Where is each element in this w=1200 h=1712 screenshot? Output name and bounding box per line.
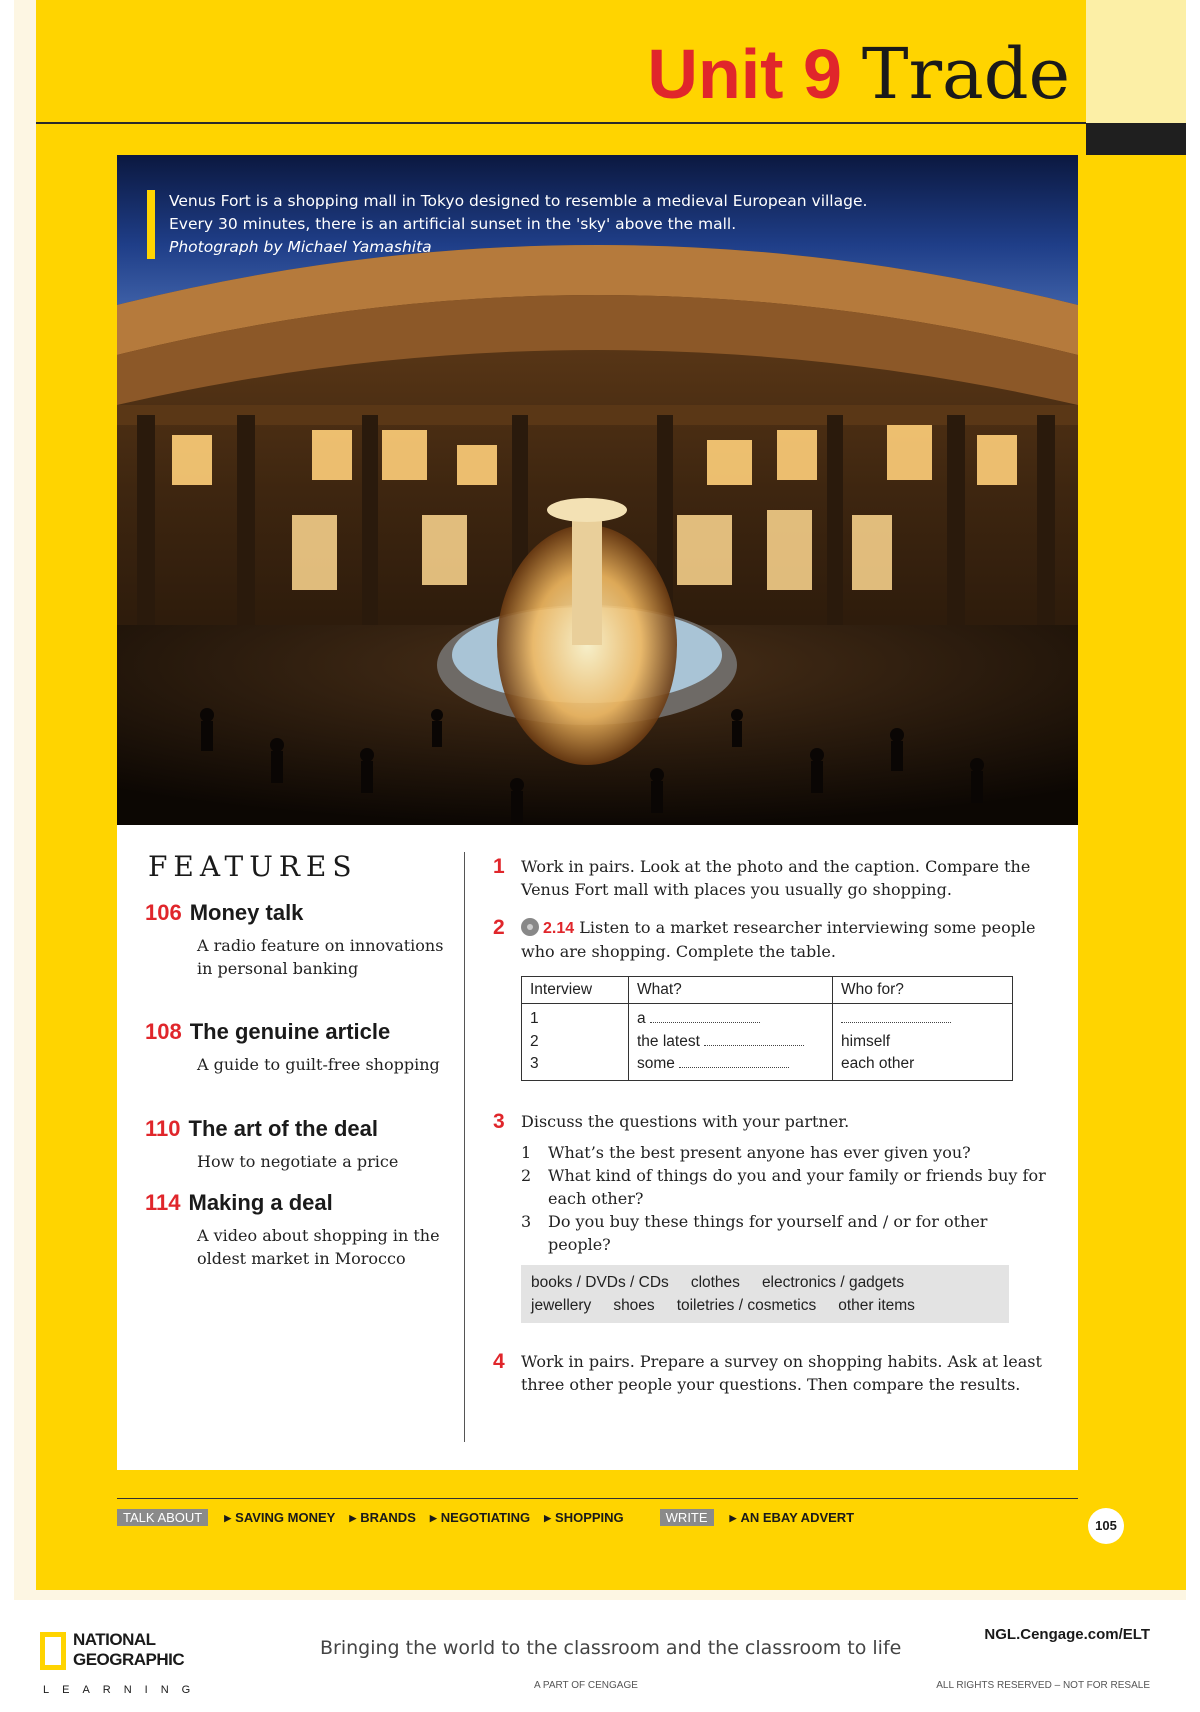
feature-page: 106 xyxy=(145,900,182,925)
word-item: electronics / gadgets xyxy=(761,1274,905,1291)
feature-item[interactable] xyxy=(145,1190,445,1270)
footer-rule xyxy=(117,1498,1078,1499)
exercise-text: Work in pairs. Prepare a survey on shopping habits. Ask at least three other people your questions. Then compare the results. xyxy=(521,1352,1042,1394)
question-item xyxy=(521,1164,1051,1210)
question-number: 3 xyxy=(521,1212,532,1231)
who-column xyxy=(833,1004,1012,1080)
table-header-who: Who for? xyxy=(841,981,904,998)
interview-column xyxy=(522,1004,629,1080)
interview-table xyxy=(521,976,1013,1081)
word-row xyxy=(531,1294,999,1317)
logo-line: GEOGRAPHIC xyxy=(73,1650,185,1669)
question-item xyxy=(521,1141,1051,1164)
answer-blank[interactable] xyxy=(679,1053,789,1068)
feature-description: A guide to guilt-free shopping xyxy=(197,1055,440,1074)
word-item: toiletries / cosmetics xyxy=(676,1297,817,1314)
exercise-number: 4 xyxy=(493,1350,505,1373)
yellow-border-icon xyxy=(40,1632,66,1670)
feature-page: 108 xyxy=(145,1019,182,1044)
topic-bar xyxy=(117,1507,868,1527)
feature-title: The art of the deal xyxy=(188,1116,378,1141)
right-edge-tab xyxy=(1086,123,1186,155)
page-number: 105 xyxy=(1088,1508,1124,1544)
topic-item[interactable]: ▶ NEGOTIATING xyxy=(430,1510,530,1525)
feature-page: 110 xyxy=(145,1116,181,1141)
exercise-text: Discuss the questions with your partner. xyxy=(521,1112,850,1131)
feature-item[interactable] xyxy=(145,1019,445,1076)
what-cell: a xyxy=(637,1010,646,1027)
talk-about-tag: TALK ABOUT xyxy=(117,1509,208,1526)
audio-track-ref[interactable]: 2.14 xyxy=(543,920,575,937)
exercise-2 xyxy=(493,916,1053,963)
feature-description: A video about shopping in the oldest market in Morocco xyxy=(197,1226,440,1268)
question-text: What kind of things do you and your family or friends buy for each other? xyxy=(548,1166,1046,1208)
exercise-text: Work in pairs. Look at the photo and the caption. Compare the Venus Fort mall with places you usually go shopping. xyxy=(521,857,1031,899)
question-text: What’s the best present anyone has ever given you? xyxy=(548,1143,971,1162)
answer-blank[interactable] xyxy=(704,1031,804,1046)
word-box xyxy=(521,1265,1009,1323)
what-column xyxy=(629,1004,833,1080)
who-cell: himself xyxy=(841,1032,891,1050)
exercise-1 xyxy=(493,855,1053,901)
unit-name: Trade xyxy=(861,33,1070,115)
word-item: books / DVDs / CDs xyxy=(531,1274,669,1291)
feature-item[interactable] xyxy=(145,1116,445,1173)
question-text: Do you buy these things for yourself and / or for other people? xyxy=(548,1212,988,1254)
word-item: jewellery xyxy=(531,1297,592,1314)
topic-item[interactable]: ▶ AN EBAY ADVERT xyxy=(730,1510,855,1525)
exercise-4 xyxy=(493,1350,1053,1396)
what-cell: the latest xyxy=(637,1032,700,1050)
photo-caption xyxy=(147,190,869,259)
table-header-what: What? xyxy=(629,977,833,1003)
feature-title: Money talk xyxy=(189,900,304,925)
topic-item[interactable]: ▶ BRANDS xyxy=(349,1510,416,1525)
interview-number: 1 xyxy=(530,1010,539,1027)
word-item: shoes xyxy=(613,1297,655,1314)
discussion-questions xyxy=(521,1141,1051,1256)
exercise-3 xyxy=(493,1110,1053,1133)
topic-item[interactable]: ▶ SAVING MONEY xyxy=(224,1510,335,1525)
feature-description: A radio feature on innovations in personal banking xyxy=(197,936,444,978)
answer-blank[interactable] xyxy=(650,1008,760,1023)
feature-item[interactable] xyxy=(145,900,445,980)
exercise-number: 1 xyxy=(493,855,505,878)
exercise-instruction: Listen to a market researcher interviewing some people who are shopping. Complete the table. xyxy=(521,918,1036,961)
features-heading: FEATURES xyxy=(148,850,358,883)
topic-item[interactable]: ▶ SHOPPING xyxy=(544,1510,624,1525)
audio-cd-icon[interactable] xyxy=(521,918,539,936)
rights-note: ALL RIGHTS RESERVED – NOT FOR RESALE xyxy=(936,1680,1150,1691)
column-divider xyxy=(464,852,465,1442)
word-item: clothes xyxy=(690,1274,740,1291)
table-header-row xyxy=(522,977,1012,1004)
question-number: 1 xyxy=(521,1143,532,1162)
right-edge-strip xyxy=(1086,0,1186,123)
feature-title: The genuine article xyxy=(189,1019,391,1044)
answer-blank[interactable] xyxy=(841,1008,951,1023)
table-body xyxy=(522,1004,1012,1080)
table-header-interview: Interview xyxy=(522,977,629,1003)
caption-text: Venus Fort is a shopping mall in Tokyo designed to resemble a medieval European village. Every 30 minutes, there is an artificial sunset in the 'sky' above the mall. xyxy=(169,192,868,233)
exercise-number: 3 xyxy=(493,1110,505,1133)
question-item xyxy=(521,1210,1051,1256)
word-row xyxy=(531,1271,999,1294)
question-number: 2 xyxy=(521,1166,532,1185)
logo-learning: LEARNING xyxy=(43,1684,204,1696)
feature-title: Making a deal xyxy=(188,1190,333,1215)
exercise-text xyxy=(521,916,1053,963)
logo-line: NATIONAL xyxy=(73,1630,156,1649)
feature-page: 114 xyxy=(145,1190,181,1215)
header-rule xyxy=(36,122,1086,124)
word-item: other items xyxy=(838,1297,915,1314)
what-cell: some xyxy=(637,1055,675,1072)
footer-url[interactable]: NGL.Cengage.com/ELT xyxy=(984,1626,1150,1643)
who-cell: each other xyxy=(841,1055,915,1072)
interview-number: 3 xyxy=(530,1055,539,1072)
caption-credit: Photograph by Michael Yamashita xyxy=(169,238,432,256)
footer-tagline: Bringing the world to the classroom and the classroom to life xyxy=(320,1637,902,1659)
feature-description: How to negotiate a price xyxy=(197,1152,399,1171)
write-tag: WRITE xyxy=(660,1509,714,1526)
exercise-number: 2 xyxy=(493,916,505,939)
unit-title xyxy=(647,34,1070,114)
national-geographic-logo[interactable] xyxy=(40,1630,204,1702)
cengage-note: A PART OF CENGAGE xyxy=(534,1680,638,1691)
logo-text xyxy=(73,1630,184,1670)
interview-number: 2 xyxy=(530,1032,539,1050)
unit-number: Unit 9 xyxy=(647,35,842,113)
